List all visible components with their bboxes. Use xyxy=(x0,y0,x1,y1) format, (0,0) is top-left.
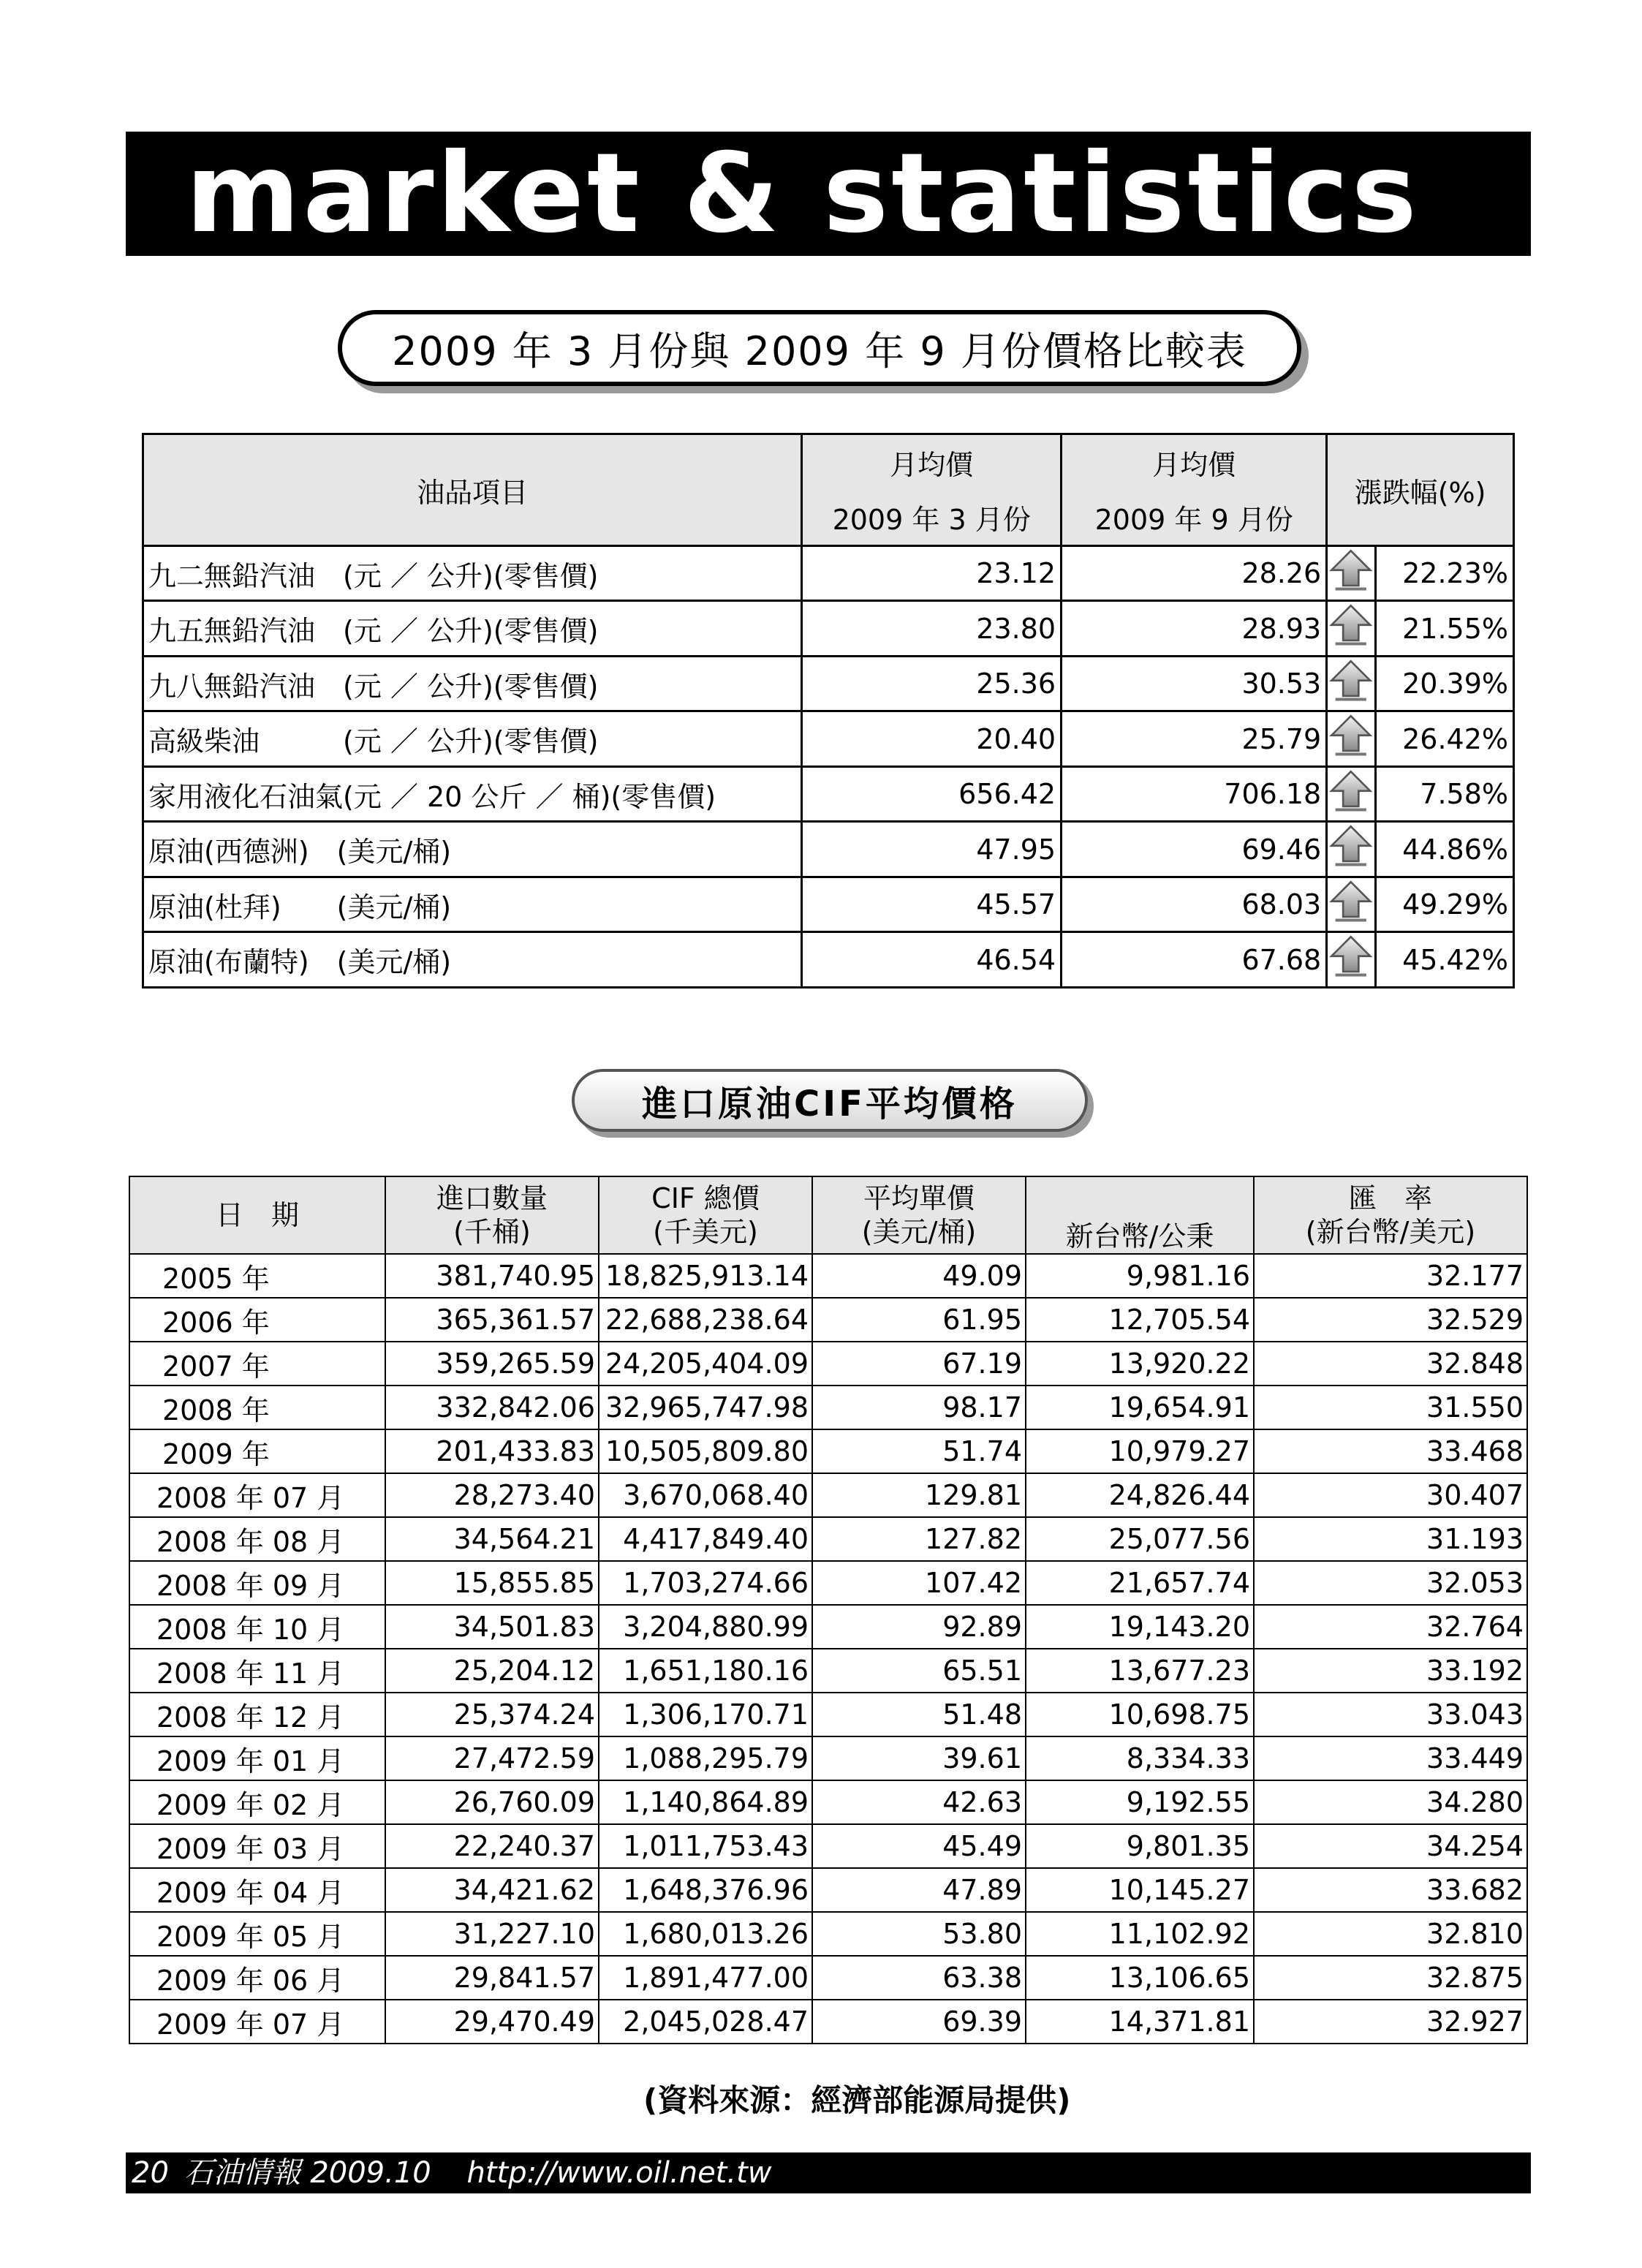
up-arrow-icon xyxy=(1327,766,1375,821)
row-avg: 69.39 xyxy=(812,2000,1026,2044)
row-avg: 49.09 xyxy=(812,1254,1026,1298)
row-avg: 107.42 xyxy=(812,1561,1026,1605)
row-sep-price: 28.93 xyxy=(1062,601,1327,656)
row-cif: 1,651,180.16 xyxy=(599,1649,812,1693)
row-cif: 3,204,880.99 xyxy=(599,1605,812,1649)
header-ntd: 新台幣/公秉 xyxy=(1026,1176,1254,1254)
row-ntd: 19,654.91 xyxy=(1026,1386,1254,1429)
row-ntd: 12,705.54 xyxy=(1026,1298,1254,1342)
up-arrow-icon xyxy=(1327,877,1375,931)
data-source-note: (資料來源：經濟部能源局提供) xyxy=(643,2082,1071,2118)
row-cif: 24,205,404.09 xyxy=(599,1342,812,1386)
row-change: 22.23% xyxy=(1375,546,1513,601)
row-mar-price: 47.95 xyxy=(802,822,1062,877)
row-avg: 98.17 xyxy=(812,1386,1026,1429)
row-change: 44.86% xyxy=(1375,822,1513,877)
row-cif: 1,703,274.66 xyxy=(599,1561,812,1605)
row-period: 2005 年 xyxy=(129,1254,385,1298)
row-mar-price: 46.54 xyxy=(802,932,1062,987)
row-fx: 32.810 xyxy=(1254,1912,1527,1956)
page-footer xyxy=(126,2152,1531,2193)
row-cif: 3,670,068.40 xyxy=(599,1473,812,1517)
header-avg xyxy=(812,1176,1026,1254)
up-arrow-icon xyxy=(1327,601,1375,656)
row-qty: 365,361.57 xyxy=(385,1298,599,1342)
row-mar-price: 25.36 xyxy=(802,656,1062,711)
table-row xyxy=(129,1473,1527,1517)
header-sep-bottom: 2009 年 9 月份 xyxy=(1062,490,1327,546)
row-item: 原油(西德洲) (美元/桶) xyxy=(143,822,802,877)
table-row xyxy=(143,766,1514,821)
row-ntd: 14,371.81 xyxy=(1026,2000,1254,2044)
row-fx: 31.550 xyxy=(1254,1386,1527,1429)
header-change: 漲跌幅(%) xyxy=(1327,434,1514,546)
row-period: 2008 年 09 月 xyxy=(129,1561,385,1605)
row-fx: 34.280 xyxy=(1254,1780,1527,1824)
row-mar-price: 20.40 xyxy=(802,711,1062,766)
header-mar-bottom: 2009 年 3 月份 xyxy=(802,490,1062,546)
row-avg: 67.19 xyxy=(812,1342,1026,1386)
table-row xyxy=(129,1956,1527,2000)
row-avg: 63.38 xyxy=(812,1956,1026,2000)
header-fx-label: 匯 率 xyxy=(1348,1182,1432,1214)
table2-header-row xyxy=(129,1176,1527,1254)
table-row xyxy=(129,1429,1527,1473)
row-fx: 32.529 xyxy=(1254,1298,1527,1342)
row-period: 2009 年 04 月 xyxy=(129,1868,385,1912)
table-row xyxy=(129,1561,1527,1605)
table-row xyxy=(129,1693,1527,1736)
row-period: 2009 年 01 月 xyxy=(129,1736,385,1780)
header-cif-label: CIF 總價 xyxy=(651,1182,760,1214)
row-qty: 25,204.12 xyxy=(385,1649,599,1693)
row-mar-price: 45.57 xyxy=(802,877,1062,931)
row-ntd: 11,102.92 xyxy=(1026,1912,1254,1956)
row-item: 原油(布蘭特) (美元/桶) xyxy=(143,932,802,987)
row-period: 2009 年 07 月 xyxy=(129,2000,385,2044)
row-period: 2008 年 11 月 xyxy=(129,1649,385,1693)
row-cif: 18,825,913.14 xyxy=(599,1254,812,1298)
price-comparison-table xyxy=(142,433,1515,989)
row-avg: 127.82 xyxy=(812,1517,1026,1561)
row-fx: 32.875 xyxy=(1254,1956,1527,2000)
row-sep-price: 706.18 xyxy=(1062,766,1327,821)
row-cif: 1,306,170.71 xyxy=(599,1693,812,1736)
row-qty: 22,240.37 xyxy=(385,1824,599,1868)
row-ntd: 25,077.56 xyxy=(1026,1517,1254,1561)
header-fx xyxy=(1254,1176,1527,1254)
header-cif xyxy=(599,1176,812,1254)
table1-header-row xyxy=(143,434,1514,491)
row-change: 7.58% xyxy=(1375,766,1513,821)
row-ntd: 19,143.20 xyxy=(1026,1605,1254,1649)
section-banner xyxy=(126,132,1531,256)
header-sep-top: 月均價 xyxy=(1062,434,1327,491)
row-avg: 65.51 xyxy=(812,1649,1026,1693)
row-ntd: 13,920.22 xyxy=(1026,1342,1254,1386)
header-avg-unit: (美元/桶) xyxy=(861,1216,977,1248)
row-item: 九二無鉛汽油 (元 ／ 公升)(零售價) xyxy=(143,546,802,601)
header-qty-label: 進口數量 xyxy=(436,1182,548,1214)
row-fx: 33.043 xyxy=(1254,1693,1527,1736)
footer-page-number: 20 xyxy=(132,2156,169,2190)
table-row xyxy=(129,1517,1527,1561)
row-period: 2008 年 08 月 xyxy=(129,1517,385,1561)
header-qty xyxy=(385,1176,599,1254)
row-qty: 29,841.57 xyxy=(385,1956,599,2000)
up-arrow-icon xyxy=(1327,932,1375,987)
row-period: 2006 年 xyxy=(129,1298,385,1342)
row-sep-price: 25.79 xyxy=(1062,711,1327,766)
row-fx: 30.407 xyxy=(1254,1473,1527,1517)
table-row xyxy=(129,1824,1527,1868)
up-arrow-icon xyxy=(1327,711,1375,766)
table-row xyxy=(143,932,1514,987)
footer-publication: 石油情報 2009.10 xyxy=(184,2156,431,2190)
row-qty: 27,472.59 xyxy=(385,1736,599,1780)
table-row xyxy=(129,2000,1527,2044)
row-ntd: 13,106.65 xyxy=(1026,1956,1254,2000)
up-arrow-icon xyxy=(1327,656,1375,711)
row-sep-price: 69.46 xyxy=(1062,822,1327,877)
table1-title: 2009 年 3 月份與 2009 年 9 月份價格比較表 xyxy=(338,310,1301,386)
row-cif: 4,417,849.40 xyxy=(599,1517,812,1561)
row-fx: 33.682 xyxy=(1254,1868,1527,1912)
row-ntd: 10,979.27 xyxy=(1026,1429,1254,1473)
row-sep-price: 28.26 xyxy=(1062,546,1327,601)
row-ntd: 8,334.33 xyxy=(1026,1736,1254,1780)
row-period: 2007 年 xyxy=(129,1342,385,1386)
row-period: 2009 年 03 月 xyxy=(129,1824,385,1868)
header-qty-unit: (千桶) xyxy=(453,1216,531,1248)
row-period: 2008 年 10 月 xyxy=(129,1605,385,1649)
row-cif: 32,965,747.98 xyxy=(599,1386,812,1429)
row-period: 2008 年 12 月 xyxy=(129,1693,385,1736)
banner-title: market & statistics xyxy=(186,130,1420,257)
row-change: 21.55% xyxy=(1375,601,1513,656)
row-period: 2009 年 05 月 xyxy=(129,1912,385,1956)
row-avg: 47.89 xyxy=(812,1868,1026,1912)
header-period: 日 期 xyxy=(129,1176,385,1254)
row-qty: 34,421.62 xyxy=(385,1868,599,1912)
row-item: 家用液化石油氣(元 ／ 20 公斤 ／ 桶)(零售價) xyxy=(143,766,802,821)
row-qty: 201,433.83 xyxy=(385,1429,599,1473)
table-row xyxy=(129,1342,1527,1386)
table-row xyxy=(143,656,1514,711)
row-qty: 28,273.40 xyxy=(385,1473,599,1517)
row-cif: 1,891,477.00 xyxy=(599,1956,812,2000)
cif-price-table xyxy=(129,1176,1528,2044)
row-item: 高級柴油 (元 ／ 公升)(零售價) xyxy=(143,711,802,766)
table-row xyxy=(129,1298,1527,1342)
row-avg: 42.63 xyxy=(812,1780,1026,1824)
row-change: 49.29% xyxy=(1375,877,1513,931)
row-cif: 1,088,295.79 xyxy=(599,1736,812,1780)
row-change: 20.39% xyxy=(1375,656,1513,711)
row-qty: 381,740.95 xyxy=(385,1254,599,1298)
row-fx: 33.192 xyxy=(1254,1649,1527,1693)
header-cif-unit: (千美元) xyxy=(653,1216,758,1248)
row-mar-price: 23.80 xyxy=(802,601,1062,656)
row-cif: 22,688,238.64 xyxy=(599,1298,812,1342)
row-ntd: 10,145.27 xyxy=(1026,1868,1254,1912)
row-qty: 332,842.06 xyxy=(385,1386,599,1429)
row-avg: 129.81 xyxy=(812,1473,1026,1517)
row-ntd: 9,192.55 xyxy=(1026,1780,1254,1824)
row-avg: 51.74 xyxy=(812,1429,1026,1473)
row-ntd: 24,826.44 xyxy=(1026,1473,1254,1517)
table-row xyxy=(129,1912,1527,1956)
footer-url[interactable]: http://www.oil.net.tw xyxy=(466,2156,772,2190)
row-qty: 25,374.24 xyxy=(385,1693,599,1736)
row-qty: 26,760.09 xyxy=(385,1780,599,1824)
row-qty: 359,265.59 xyxy=(385,1342,599,1386)
row-cif: 1,648,376.96 xyxy=(599,1868,812,1912)
header-item: 油品項目 xyxy=(143,434,802,546)
row-mar-price: 656.42 xyxy=(802,766,1062,821)
table-row xyxy=(129,1605,1527,1649)
row-cif: 10,505,809.80 xyxy=(599,1429,812,1473)
row-qty: 31,227.10 xyxy=(385,1912,599,1956)
row-ntd: 10,698.75 xyxy=(1026,1693,1254,1736)
row-avg: 92.89 xyxy=(812,1605,1026,1649)
row-qty: 34,564.21 xyxy=(385,1517,599,1561)
header-fx-unit: (新台幣/美元) xyxy=(1305,1216,1476,1248)
table-row xyxy=(129,1386,1527,1429)
row-cif: 1,140,864.89 xyxy=(599,1780,812,1824)
row-ntd: 9,801.35 xyxy=(1026,1824,1254,1868)
up-arrow-icon xyxy=(1327,822,1375,877)
row-qty: 15,855.85 xyxy=(385,1561,599,1605)
row-fx: 32.764 xyxy=(1254,1605,1527,1649)
row-cif: 2,045,028.47 xyxy=(599,2000,812,2044)
row-period: 2008 年 xyxy=(129,1386,385,1429)
row-avg: 45.49 xyxy=(812,1824,1026,1868)
row-ntd: 9,981.16 xyxy=(1026,1254,1254,1298)
row-fx: 33.449 xyxy=(1254,1736,1527,1780)
header-avg-label: 平均單價 xyxy=(863,1182,975,1214)
row-change: 45.42% xyxy=(1375,932,1513,987)
row-item: 原油(杜拜) (美元/桶) xyxy=(143,877,802,931)
row-fx: 31.193 xyxy=(1254,1517,1527,1561)
table-row xyxy=(129,1780,1527,1824)
row-mar-price: 23.12 xyxy=(802,546,1062,601)
table-row xyxy=(129,1649,1527,1693)
row-fx: 33.468 xyxy=(1254,1429,1527,1473)
header-mar-top: 月均價 xyxy=(802,434,1062,491)
row-fx: 32.848 xyxy=(1254,1342,1527,1386)
row-qty: 34,501.83 xyxy=(385,1605,599,1649)
row-ntd: 13,677.23 xyxy=(1026,1649,1254,1693)
row-change: 26.42% xyxy=(1375,711,1513,766)
table2-title: 進口原油CIF平均價格 xyxy=(572,1069,1088,1132)
row-avg: 39.61 xyxy=(812,1736,1026,1780)
row-sep-price: 68.03 xyxy=(1062,877,1327,931)
row-fx: 34.254 xyxy=(1254,1824,1527,1868)
row-fx: 32.177 xyxy=(1254,1254,1527,1298)
row-avg: 53.80 xyxy=(812,1912,1026,1956)
row-period: 2009 年 xyxy=(129,1429,385,1473)
up-arrow-icon xyxy=(1327,546,1375,601)
row-item: 九八無鉛汽油 (元 ／ 公升)(零售價) xyxy=(143,656,802,711)
row-item: 九五無鉛汽油 (元 ／ 公升)(零售價) xyxy=(143,601,802,656)
row-avg: 51.48 xyxy=(812,1693,1026,1736)
row-period: 2009 年 06 月 xyxy=(129,1956,385,2000)
row-period: 2008 年 07 月 xyxy=(129,1473,385,1517)
table-row xyxy=(129,1868,1527,1912)
table-row xyxy=(129,1254,1527,1298)
row-sep-price: 30.53 xyxy=(1062,656,1327,711)
row-qty: 29,470.49 xyxy=(385,2000,599,2044)
row-ntd: 21,657.74 xyxy=(1026,1561,1254,1605)
table-row xyxy=(143,711,1514,766)
row-fx: 32.053 xyxy=(1254,1561,1527,1605)
table-row xyxy=(129,1736,1527,1780)
row-avg: 61.95 xyxy=(812,1298,1026,1342)
row-period: 2009 年 02 月 xyxy=(129,1780,385,1824)
row-fx: 32.927 xyxy=(1254,2000,1527,2044)
table-row xyxy=(143,601,1514,656)
table-row xyxy=(143,546,1514,601)
table-row xyxy=(143,822,1514,877)
row-sep-price: 67.68 xyxy=(1062,932,1327,987)
row-cif: 1,011,753.43 xyxy=(599,1824,812,1868)
table-row xyxy=(143,877,1514,931)
row-cif: 1,680,013.26 xyxy=(599,1912,812,1956)
